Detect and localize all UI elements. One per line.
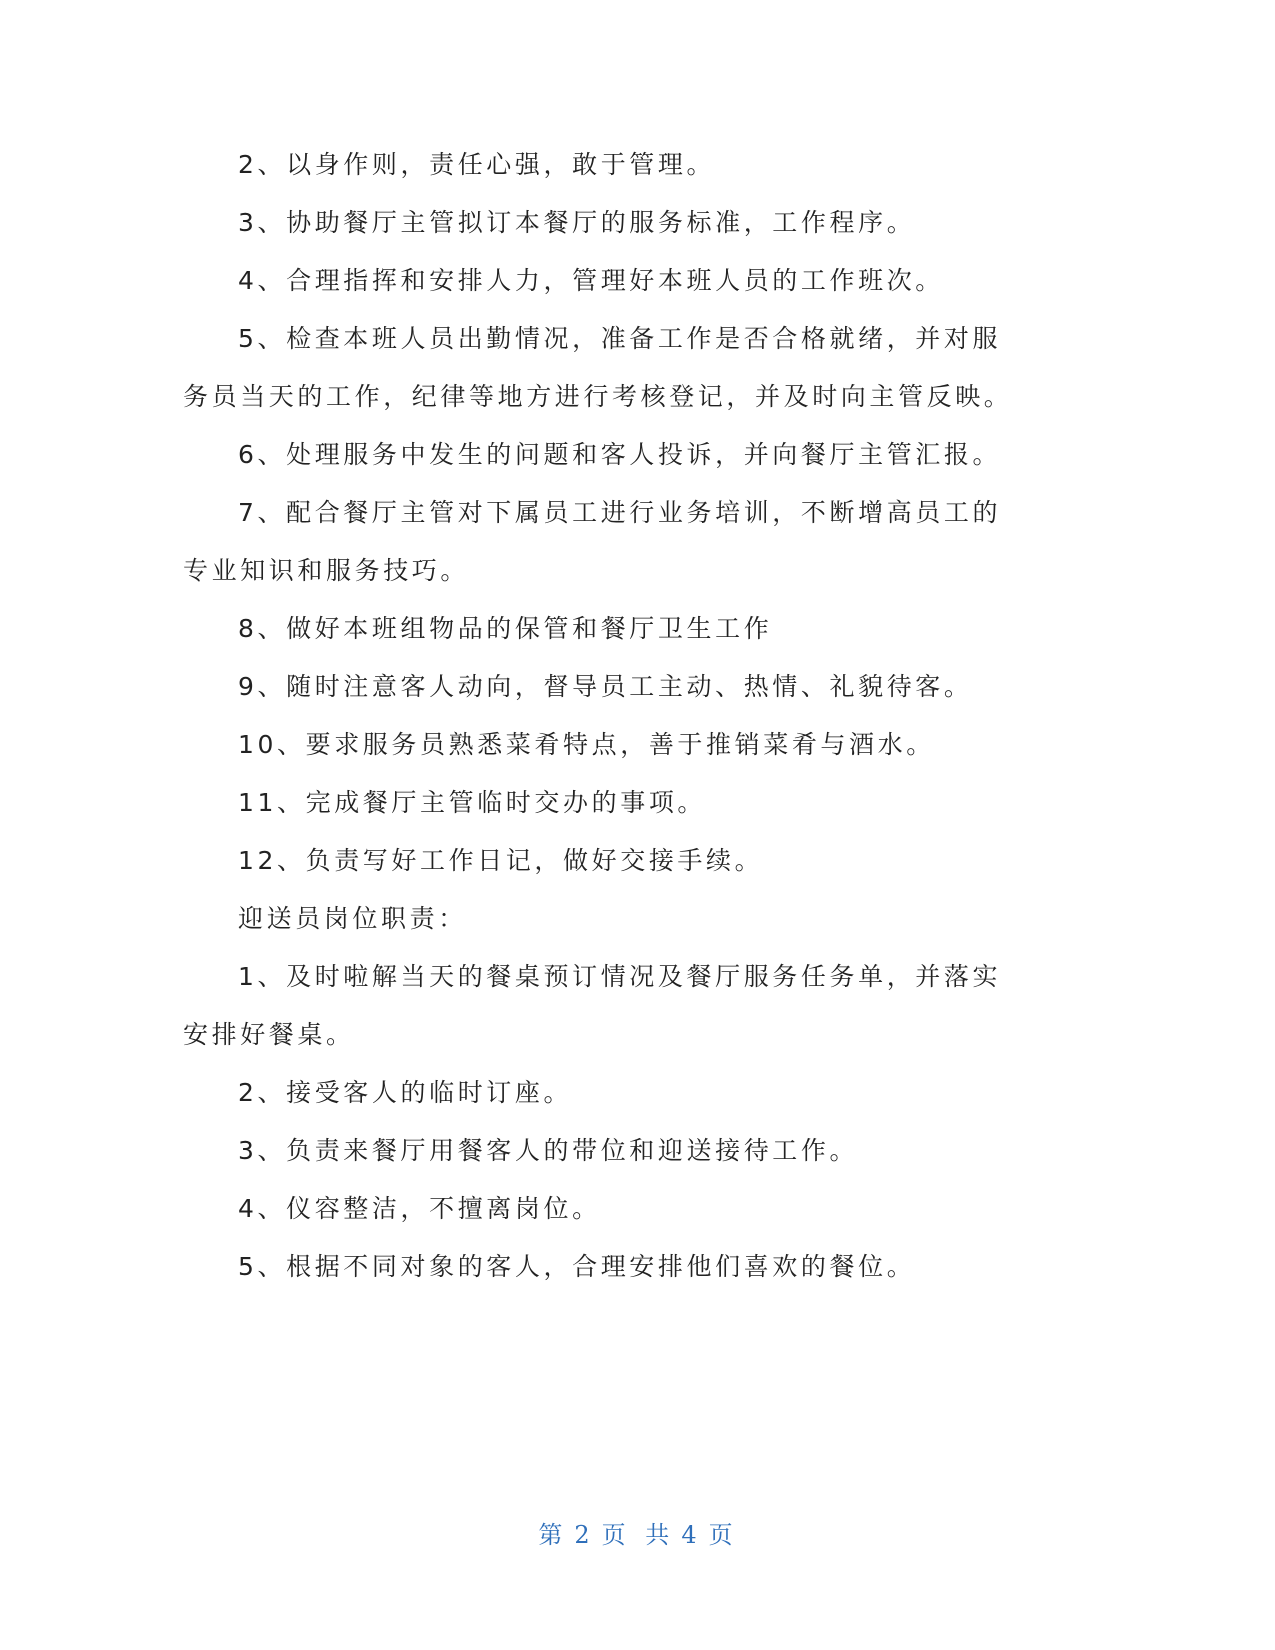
paragraph: 6、处理服务中发生的问题和客人投诉，并向餐厅主管汇报。 <box>238 440 1002 469</box>
paragraph: 12、负责写好工作日记，做好交接手续。 <box>238 846 764 875</box>
footer-prefix: 第 <box>538 1521 567 1549</box>
footer-total-pages: 4 <box>681 1521 701 1549</box>
footer-suffix: 页 <box>708 1521 737 1549</box>
paragraph: 7、配合餐厅主管对下属员工进行业务培训，不断增高员工的专业知识和服务技巧。 <box>183 498 1002 585</box>
paragraph: 1、及时啦解当天的餐桌预订情况及餐厅服务任务单，并落实安排好餐桌。 <box>183 962 1002 1049</box>
footer-current-page: 2 <box>574 1521 594 1549</box>
page-footer <box>0 1515 1275 1550</box>
paragraph: 8、做好本班组物品的保管和餐厅卫生工作 <box>238 614 773 643</box>
paragraph: 5、检查本班人员出勤情况，准备工作是否合格就绪，并对服务员当天的工作，纪律等地方进行考核登记，并及时向主管反映。 <box>183 324 1013 411</box>
document-body <box>183 136 1028 1296</box>
section-heading: 迎送员岗位职责： <box>238 904 467 933</box>
paragraph: 9、随时注意客人动向，督导员工主动、热情、礼貌待客。 <box>238 672 973 701</box>
paragraph: 11、完成餐厅主管临时交办的事项。 <box>238 788 707 817</box>
paragraph: 3、负责来餐厅用餐客人的带位和迎送接待工作。 <box>238 1136 859 1165</box>
paragraph: 4、仪容整洁，不擅离岗位。 <box>238 1194 601 1223</box>
paragraph: 2、以身作则，责任心强，敢于管理。 <box>238 150 716 179</box>
paragraph: 4、合理指挥和安排人力，管理好本班人员的工作班次。 <box>238 266 944 295</box>
paragraph: 10、要求服务员熟悉菜肴特点，善于推销菜肴与酒水。 <box>238 730 935 759</box>
paragraph: 3、协助餐厅主管拟订本餐厅的服务标准，工作程序。 <box>238 208 916 237</box>
paragraph: 5、根据不同对象的客人，合理安排他们喜欢的餐位。 <box>238 1252 916 1281</box>
paragraph: 2、接受客人的临时订座。 <box>238 1078 573 1107</box>
footer-middle: 页 共 <box>601 1521 674 1549</box>
